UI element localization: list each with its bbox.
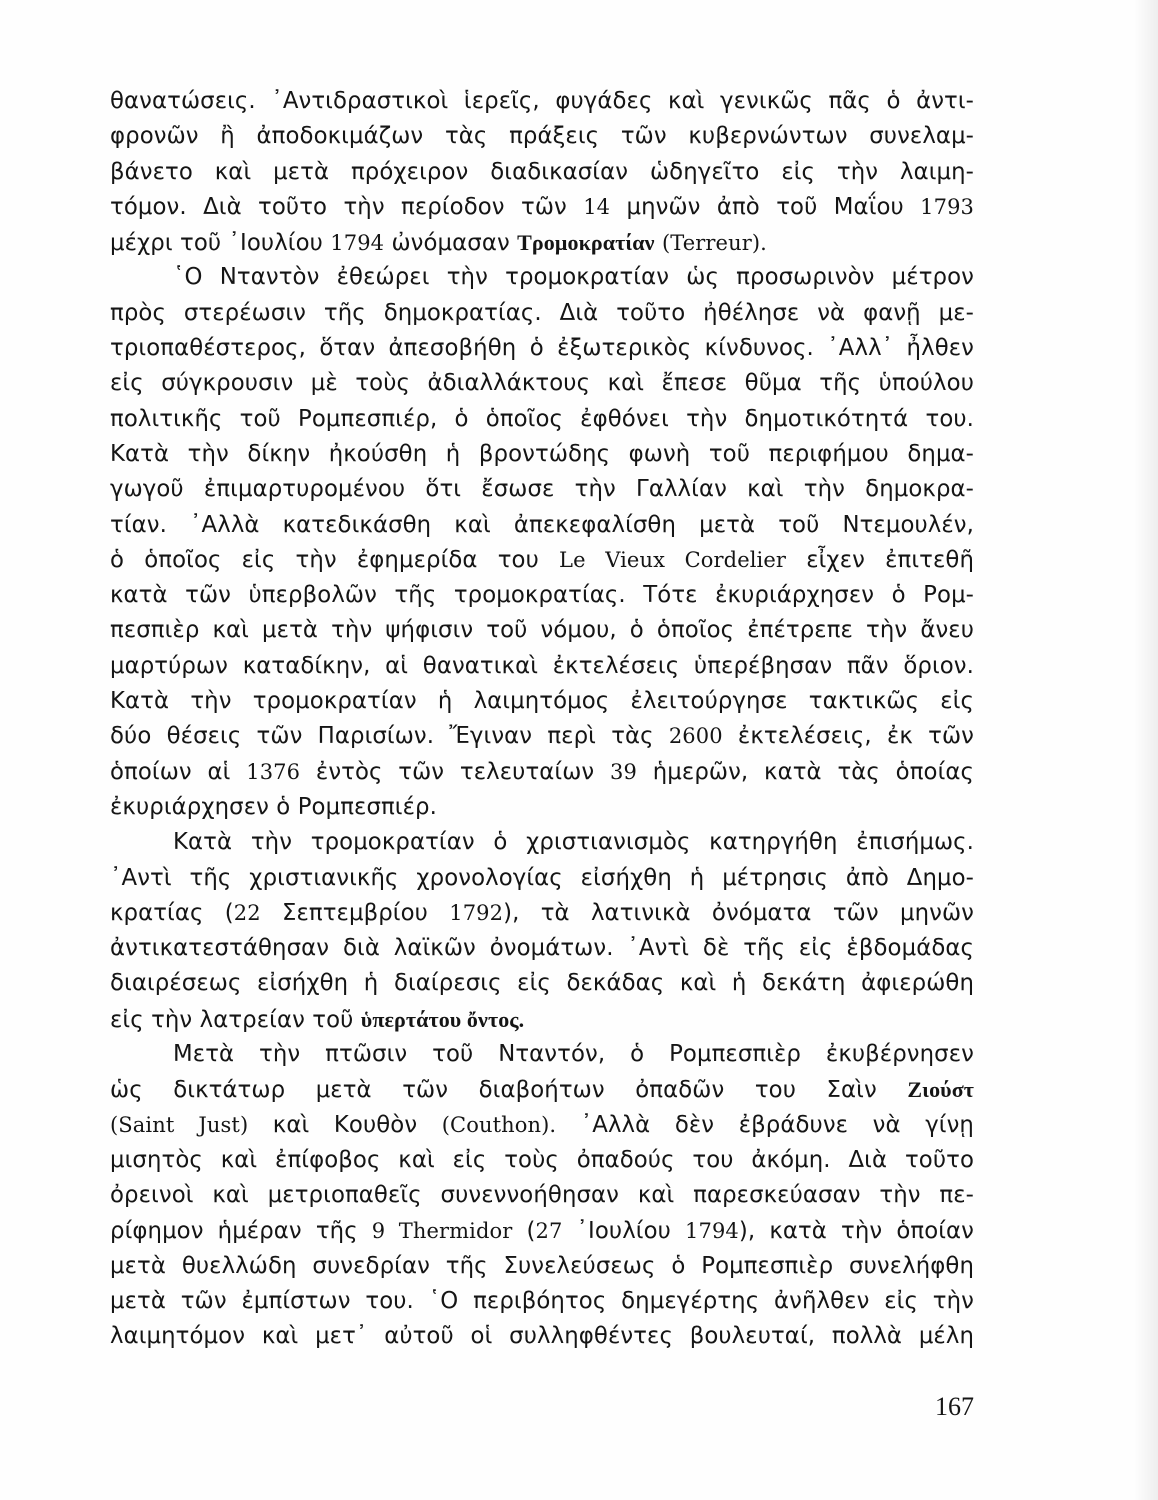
text-line: θανατώσεις. ᾿Αντιδραστικοὶ ἱερεῖς, φυγάδες καὶ γενικῶς πᾶς ὁ ἀντι- [110,88,974,114]
page-edge-shadow [1134,0,1158,1500]
text-line: ῾Ο Νταντὸν ἐθεώρει τὴν τρομοκρατίαν ὡς προσωρινὸν μέτρον [173,264,974,291]
page-number: 167 [935,1392,974,1421]
text-line: τόμον. Διὰ τοῦτο τὴν περίοδον τῶν 14 μηνῶν ἀπὸ τοῦ Μαΐου 1793 [110,193,974,220]
text-line: μέχρι τοῦ ᾿Ιουλίου 1794 ὠνόμασαν Τρομοκρατίαν (Terreur). [110,230,767,257]
text-line: φρονῶν ἢ ἀποδοκιμάζων τὰς πράξεις τῶν κυβερνώντων συνελαμ- [110,123,974,150]
text-line: πρὸς στερέωσιν τῆς δημοκρατίας. Διὰ τοῦτο ἠθέλησε νὰ φανῇ με- [110,299,974,326]
text-line: εἰς σύγκρουσιν μὲ τοὺς ἀδιαλλάκτους καὶ ἔπεσε θῦμα τῆς ὑπούλου [110,370,974,397]
bold-term: ὑπερτάτου ὄντος. [360,1006,525,1032]
text-line: βάνετο καὶ μετὰ πρόχειρον διαδικασίαν ὡδηγεῖτο εἰς τὴν λαιμη- [110,158,974,185]
text-line: ρίφημον ἡμέραν τῆς 9 Thermidor (27 ᾿Ιουλίου 1794), κατὰ τὴν ὁποίαν [110,1217,974,1244]
bold-term: Τρομοκρατίαν [517,230,655,256]
text-line: ἐκυριάρχησεν ὁ Ρομπεσπιέρ. [110,793,437,820]
text-line: ὁποίων αἱ 1376 ἐντὸς τῶν τελευταίων 39 ἡμερῶν, κατὰ τὰς ὁποίας [110,758,974,785]
text-line: εἰς τὴν λατρείαν τοῦ ὑπερτάτου ὄντος. [110,1006,525,1033]
text-line: πολιτικῆς τοῦ Ρομπεσπιέρ, ὁ ὁποῖος ἐφθόνει τὴν δημοτικότητά του. [110,405,974,432]
text-line: μετὰ τῶν ἐμπίστων του. ῾Ο περιβόητος δημεγέρτης ἀνῆλθεν εἰς τὴν [110,1288,974,1315]
text-line: (Saint Just) καὶ Κουθὸν (Couthon). ᾿Αλλὰ δὲν ἐβράδυνε νὰ γίνῃ [110,1111,974,1138]
text-line: μισητὸς καὶ ἐπίφοβος καὶ εἰς τοὺς ὀπαδούς του ἀκόμη. Διὰ τοῦτο [110,1146,974,1173]
text-line: ἀντικατεστάθησαν διὰ λαϊκῶν ὀνομάτων. ᾿Αντὶ δὲ τῆς εἰς ἑβδομάδας [110,935,974,962]
text-line: μετὰ θυελλώδη συνεδρίαν τῆς Συνελεύσεως ὁ Ρομπεσπιὲρ συνελήφθη [110,1252,974,1279]
text-line: κατὰ τῶν ὑπερβολῶν τῆς τρομοκρατίας. Τότε ἐκυριάρχησεν ὁ Ρομ- [110,582,974,609]
body-text [110,84,974,1355]
text-line: τριοπαθέστερος, ὅταν ἀπεσοβήθη ὁ ἐξωτερικὸς κίνδυνος. ᾿Αλλ᾿ ἦλθεν [110,335,974,362]
text-line: Μετὰ τὴν πτῶσιν τοῦ Νταντόν, ὁ Ρομπεσπιὲρ ἐκυβέρνησεν [173,1041,974,1068]
text-line: Κατὰ τὴν τρομοκρατίαν ὁ χριστιανισμὸς κατηργήθη ἐπισήμως. [173,829,974,856]
text-line: πεσπιὲρ καὶ μετὰ τὴν ψήφισιν τοῦ νόμου, ὁ ὁποῖος ἐπέτρεπε τὴν ἄνευ [110,617,974,644]
text-line: ὀρεινοὶ καὶ μετριοπαθεῖς συνεννοήθησαν καὶ παρεσκεύασαν τὴν πε- [110,1182,974,1209]
text-line: διαιρέσεως εἰσήχθη ἡ διαίρεσις εἰς δεκάδας καὶ ἡ δεκάτη ἀφιερώθη [110,970,974,997]
text-line: μαρτύρων καταδίκην, αἱ θανατικαὶ ἐκτελέσεις ὑπερέβησαν πᾶν ὅριον. [110,652,974,679]
text-line: ὡς δικτάτωρ μετὰ τῶν διαβοήτων ὀπαδῶν του Σαὶν Ζιούστ [110,1077,974,1104]
text-line: τίαν. ᾿Αλλὰ κατεδικάσθη καὶ ἀπεκεφαλίσθη μετὰ τοῦ Ντεμουλέν, [110,511,974,538]
text-line: Κατὰ τὴν δίκην ἠκούσθη ἡ βροντώδης φωνὴ τοῦ περιφήμου δημα- [110,440,974,467]
text-line: γωγοῦ ἐπιμαρτυρομένου ὅτι ἔσωσε τὴν Γαλλίαν καὶ τὴν δημοκρα- [110,476,974,503]
text-line: δύο θέσεις τῶν Παρισίων. Ἔγιναν περὶ τὰς 2600 ἐκτελέσεις, ἐκ τῶν [110,723,974,750]
text-line: ὁ ὁποῖος εἰς τὴν ἐφημερίδα του Le Vieux Cordelier εἶχεν ἐπιτεθῆ [110,546,974,573]
text-line: λαιμητόμον καὶ μετ᾿ αὐτοῦ οἱ συλληφθέντες βουλευταί, πολλὰ μέλη [110,1323,974,1350]
text-line: Κατὰ τὴν τρομοκρατίαν ἡ λαιμητόμος ἐλειτούργησε τακτικῶς εἰς [110,688,974,715]
bold-term: Ζιούστ [907,1077,974,1103]
text-line: ᾿Αντὶ τῆς χριστιανικῆς χρονολογίας εἰσήχθη ἡ μέτρησις ἀπὸ Δημο- [110,864,974,891]
text-line: κρατίας (22 Σεπτεμβρίου 1792), τὰ λατινικὰ ὀνόματα τῶν μηνῶν [110,899,974,926]
